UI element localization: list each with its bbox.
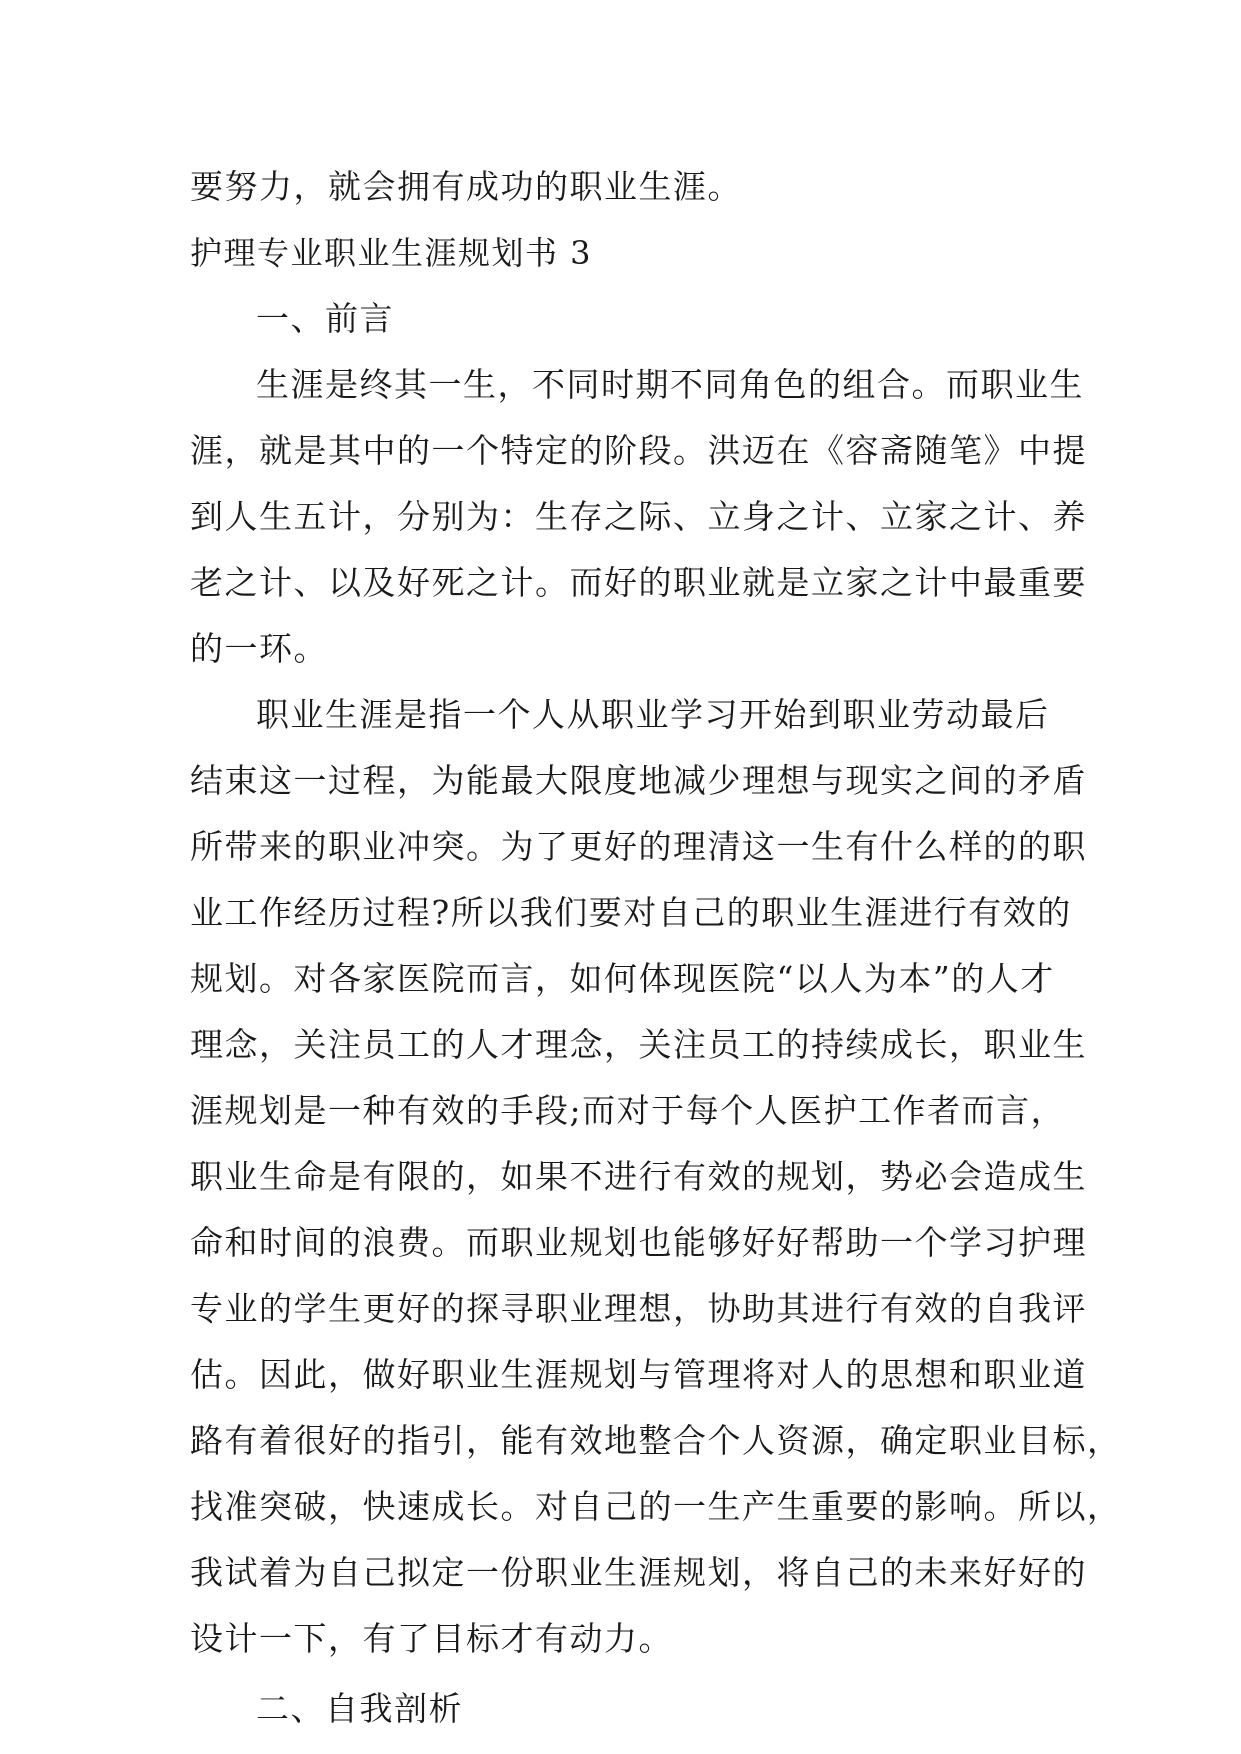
paragraph-line: 职业生涯是指一个人从职业学习开始到职业劳动最后 <box>256 695 1050 734</box>
paragraph-line: 职业生命是有限的，如果不进行有效的规划，势必会造成生 <box>190 1157 1087 1196</box>
paragraph-line: 理念，关注员工的人才理念，关注员工的持续成长，职业生 <box>190 1025 1087 1064</box>
paragraph-line: 估。因此，做好职业生涯规划与管理将对人的思想和职业道 <box>190 1355 1087 1394</box>
paragraph-line: 的一环。 <box>190 629 328 668</box>
paragraph-line: 老之计、以及好死之计。而好的职业就是立家之计中最重要 <box>190 563 1087 602</box>
document-body <box>190 154 1122 1742</box>
paragraph-line: 涯规划是一种有效的手段;而对于每个人医护工作者而言， <box>190 1091 1066 1130</box>
section-heading-self-analysis: 二、自我剖析 <box>256 1689 463 1728</box>
paragraph-line: 命和时间的浪费。而职业规划也能够好好帮助一个学习护理 <box>190 1223 1087 1262</box>
paragraph-line: 结束这一过程，为能最大限度地减少理想与现实之间的矛盾 <box>190 761 1087 800</box>
continuation-line: 要努力，就会拥有成功的职业生涯。 <box>190 167 742 206</box>
paragraph-preface <box>190 352 1087 682</box>
paragraph-line: 我试着为自己拟定一份职业生涯规划，将自己的未来好好的 <box>190 1553 1087 1592</box>
paragraph-line: 专业的学生更好的探寻职业理想，协助其进行有效的自我评 <box>190 1289 1087 1328</box>
paragraph-line: 生涯是终其一生，不同时期不同角色的组合。而职业生 <box>256 365 1084 404</box>
paragraph-line: 规划。对各家医院而言，如何体现医院“以人为本”的人才 <box>190 959 1055 998</box>
document-title: 护理专业职业生涯规划书 3 <box>190 234 593 272</box>
paragraph-line: 找准突破，快速成长。对自己的一生产生重要的影响。所以， <box>190 1487 1122 1526</box>
paragraph-career-definition <box>190 682 1122 1672</box>
paragraph-line: 涯，就是其中的一个特定的阶段。洪迈在《容斋随笔》中提 <box>190 431 1087 470</box>
paragraph-line: 到人生五计，分别为：生存之际、立身之计、立家之计、养 <box>190 497 1087 536</box>
paragraph-line: 业工作经历过程?所以我们要对自己的职业生涯进行有效的 <box>190 893 1072 932</box>
paragraph-line: 所带来的职业冲突。为了更好的理清这一生有什么样的的职 <box>190 827 1087 866</box>
paragraph-line: 设计一下，有了目标才有动力。 <box>190 1619 673 1658</box>
paragraph-line: 路有着很好的指引，能有效地整合个人资源，确定职业目标， <box>190 1421 1122 1460</box>
section-heading-preface: 一、前言 <box>256 299 394 338</box>
